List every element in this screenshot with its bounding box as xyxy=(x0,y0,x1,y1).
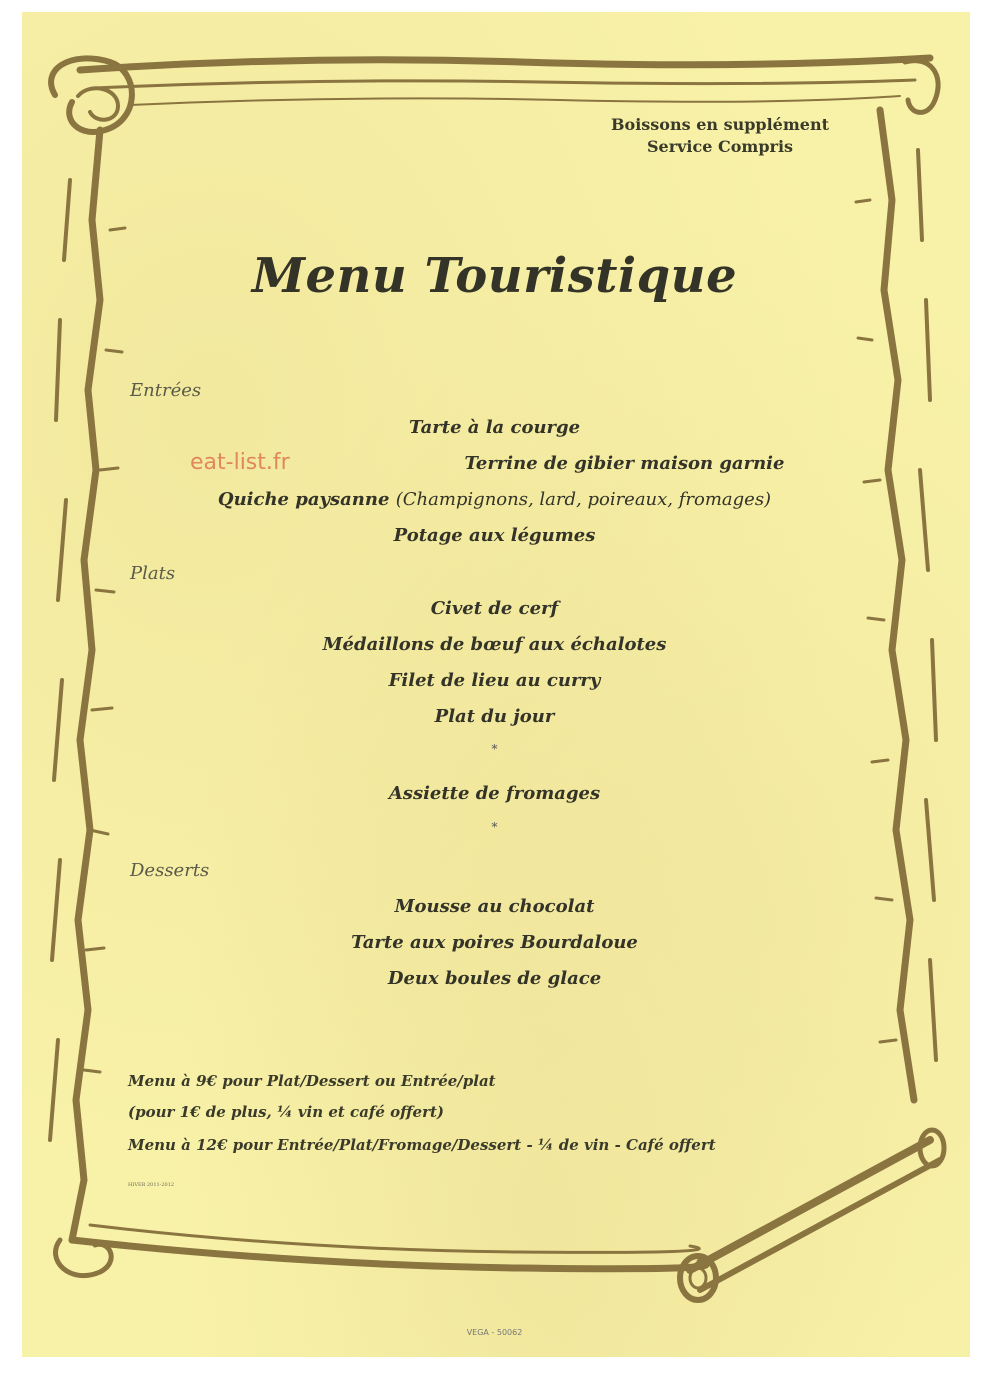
drinks-extra-text: Boissons en supplément xyxy=(611,115,829,134)
menu-item-name: Quiche paysanne xyxy=(217,489,390,510)
menu-item: Potage aux légumes xyxy=(393,525,596,546)
price-line: Menu à 12€ pour Entrée/Plat/Fromage/Dessert - ¼ de vin - Café offert xyxy=(128,1136,716,1154)
menu-item: Tarte aux poires Bourdaloue xyxy=(351,932,638,953)
section-label-entrees: Entrées xyxy=(130,380,202,401)
printer-mark: VEGA - 50062 xyxy=(466,1328,523,1337)
menu-item: Filet de lieu au curry xyxy=(388,670,601,691)
menu-item: Plat du jour xyxy=(434,706,555,727)
menu-item: Deux boules de glace xyxy=(387,968,602,989)
season-mark: HIVER 2011-2012 xyxy=(128,1182,175,1188)
separator-star: * xyxy=(491,820,498,834)
menu-item: Assiette de fromages xyxy=(388,783,601,804)
menu-title: Menu Touristique xyxy=(251,248,738,304)
drinks-service-notice xyxy=(560,114,880,158)
section-label-plats: Plats xyxy=(130,563,176,584)
section-label-desserts: Desserts xyxy=(130,860,210,881)
menu-item: Terrine de gibier maison garnie xyxy=(464,453,785,474)
menu-item: Civet de cerf xyxy=(430,598,559,619)
menu-item-detail: (Champignons, lard, poireaux, fromages) xyxy=(395,489,772,510)
menu-item: Tarte à la courge xyxy=(408,417,581,438)
watermark-text: eat-list.fr xyxy=(190,450,290,475)
menu-item: Médaillons de bœuf aux échalotes xyxy=(322,634,667,655)
price-line: (pour 1€ de plus, ¼ vin et café offert) xyxy=(128,1103,445,1121)
menu-item: Mousse au chocolat xyxy=(394,896,595,917)
price-line: Menu à 9€ pour Plat/Dessert ou Entrée/plat xyxy=(128,1072,496,1090)
service-included-text: Service Compris xyxy=(646,137,794,156)
separator-star: * xyxy=(491,742,498,756)
menu-item-quiche xyxy=(0,489,989,510)
